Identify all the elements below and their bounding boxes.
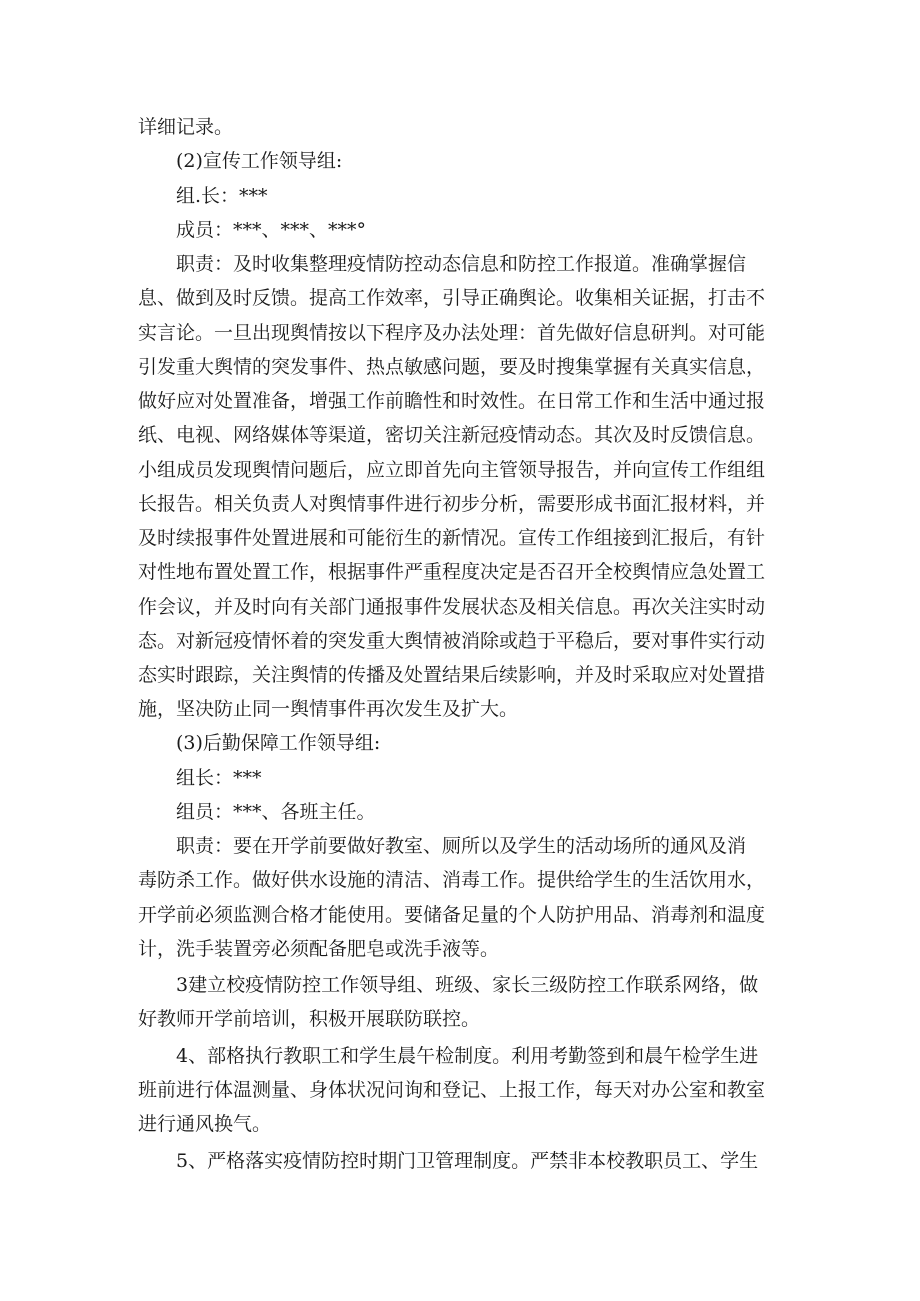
- text-line: 引发重大舆情的突发事件、热点敏感问题，要及时搜集掌握有关真实信息，: [138, 356, 766, 378]
- text-line: 职责：及时收集整理疫情防控动态信息和防控工作报道。准确掌握信: [176, 253, 747, 275]
- text-line: 5、严格落实疫情防控时期门卫管理制度。严禁非本校教职员工、学生: [176, 1150, 759, 1172]
- text-line: 作会议，并及时向有关部门通报事件发展状态及相关信息。再次关注实时动: [138, 596, 766, 618]
- text-line: 成员：***、***、***°: [176, 219, 367, 241]
- text-line: 对性地布置处置工作，根据事件严重程度决定是否召开全校舆情应急处置工: [138, 561, 766, 583]
- text-line: 小组成员发现舆情问题后，应立即首先向主管领导报告，并向宣传工作组组: [138, 459, 766, 481]
- text-line: 长报告。相关负责人对舆情事件进行初步分析，需要形成书面汇报材料，并: [138, 493, 766, 515]
- section-heading: (3)后勤保障工作领导组:: [176, 732, 381, 754]
- text-line: 做好应对处置准备，增强工作前瞻性和时效性。在日常工作和生活中通过报: [138, 390, 766, 412]
- text-line: 及时续报事件处置进展和可能衍生的新情况。宣传工作组接到汇报后，有针: [138, 527, 766, 549]
- text-line: 组长：***: [176, 767, 262, 789]
- text-line: 3建立校疫情防控工作领导组、班级、家长三级防控工作联系网络，做: [176, 974, 759, 996]
- section-heading: (2)宣传工作领导组:: [176, 150, 343, 172]
- text-line: 好教师开学前培训，积极开展联防联控。: [138, 1008, 481, 1030]
- text-line: 进行通风换气。: [138, 1113, 272, 1135]
- text-line: 班前进行体温测量、身体状况问询和登记、上报工作，每天对办公室和教室: [138, 1079, 766, 1101]
- text-line: 态实时跟踪，关注舆情的传播及处置结果后续影响，并及时采取应对处置措: [138, 664, 766, 686]
- text-line: 毒防杀工作。做好供水设施的清洁、消毒工作。提供给学生的生活饮用水，: [138, 869, 766, 891]
- text-line: 组员：***、各班主任。: [176, 801, 376, 823]
- text-line: 态。对新冠疫情怀着的突发重大舆情被消除或趋于平稳后，要对事件实行动: [138, 630, 766, 652]
- text-line: 实言论。一旦出现舆情按以下程序及办法处理：首先做好信息研判。对可能: [138, 322, 766, 344]
- text-line: 组.长：***: [176, 185, 268, 207]
- text-line: 计，洗手装置旁必须配备肥皂或洗手液等。: [138, 938, 500, 960]
- text-line: 4、部格执行教职工和学生晨午检制度。利用考勤签到和晨午检学生进: [176, 1045, 759, 1067]
- text-line: 职责：要在开学前要做好教室、厕所以及学生的活动场所的通风及消: [176, 835, 747, 857]
- text-line: 详细记录。: [138, 116, 234, 138]
- text-line: 开学前必须监测合格才能使用。要储备足量的个人防护用品、消毒剂和温度: [138, 904, 766, 926]
- text-line: 施，坚决防止同一舆情事件再次发生及扩大。: [138, 698, 519, 720]
- text-line: 息、做到及时反馈。提高工作效率，引导正确舆论。收集相关证据，打击不: [138, 287, 766, 309]
- text-line: 纸、电视、网络媒体等渠道，密切关注新冠疫情动态。其次及时反馈信息。: [138, 424, 766, 446]
